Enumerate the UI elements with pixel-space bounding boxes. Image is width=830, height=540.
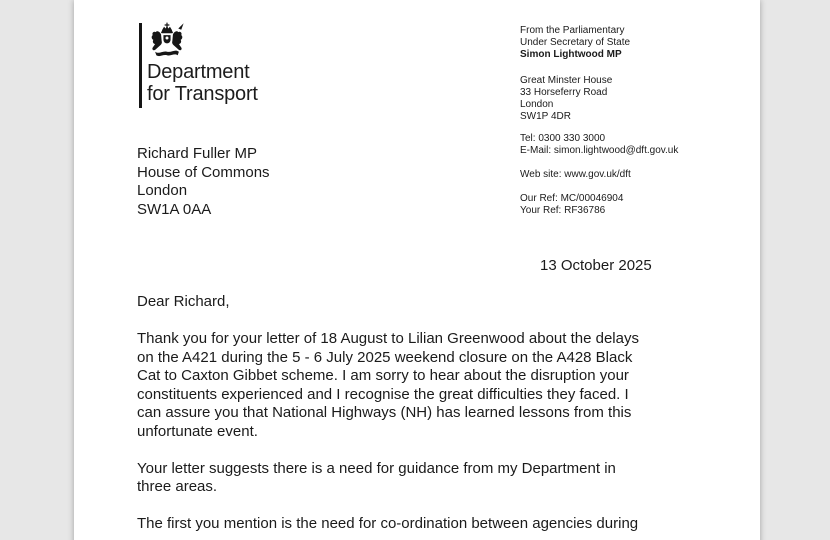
sender-name: Simon Lightwood MP — [520, 49, 622, 60]
paragraph-line: Your letter suggests there is a need for guidance from my Department in — [137, 459, 616, 477]
sender-website-group — [520, 169, 755, 181]
logo-vertical-bar — [139, 23, 142, 108]
logo-title — [147, 61, 258, 105]
salutation: Dear Richard, — [137, 293, 230, 310]
body-paragraph-1 — [137, 330, 737, 441]
paragraph-line: three areas. — [137, 478, 218, 495]
recipient-line: London — [137, 182, 188, 200]
sender-refs-group — [520, 193, 755, 217]
body-paragraph-3 — [137, 515, 737, 534]
paragraph-line: The first you mention is the need for co-ordination between agencies during — [137, 515, 639, 532]
sender-your-ref: Your Ref: RF36786 — [520, 205, 606, 216]
sender-our-ref: Our Ref: MC/00046904 — [520, 193, 624, 204]
recipient-line: SW1A 0AA — [137, 201, 212, 219]
sender-email: E-Mail: simon.lightwood@dft.gov.uk — [520, 145, 679, 156]
sender-address-line: SW1P 4DR — [520, 111, 571, 122]
sender-from-group — [520, 25, 755, 61]
dft-logo — [139, 22, 339, 112]
letter-page — [74, 0, 760, 540]
sender-info-block — [520, 25, 755, 217]
recipient-line: House of Commons — [137, 163, 270, 181]
letter-body — [137, 293, 737, 534]
body-paragraph-2 — [137, 460, 737, 497]
paragraph-line: on the A421 during the 5 - 6 July 2025 weekend closure on the A428 Black — [137, 348, 633, 366]
recipient-address — [137, 145, 270, 220]
sender-contact-group — [520, 133, 755, 157]
paragraph-line: unfortunate event. — [137, 422, 258, 440]
royal-crest-icon — [148, 22, 186, 60]
sender-tel: Tel: 0300 330 3000 — [520, 133, 606, 144]
letter-date: 13 October 2025 — [540, 257, 652, 274]
logo-title-line1: Department — [147, 61, 250, 83]
sender-address-line: London — [520, 99, 554, 110]
paragraph-line: can assure you that National Highways (NH) has learned lessons from this — [137, 404, 632, 421]
sender-from-line2: Under Secretary of State — [520, 37, 631, 48]
paragraph-line: Cat to Caxton Gibbet scheme. I am sorry to hear about the disruption your — [137, 367, 629, 384]
sender-address-line: Great Minster House — [520, 75, 613, 86]
paragraph-line: constituents experienced and I recognise the great difficulties they faced. I — [137, 385, 629, 403]
paragraph-line: Thank you for your letter of 18 August to Lilian Greenwood about the delays — [137, 330, 639, 347]
sender-address-line: 33 Horseferry Road — [520, 87, 608, 98]
sender-website: Web site: www.gov.uk/dft — [520, 169, 631, 180]
logo-title-line2: for Transport — [147, 83, 258, 105]
sender-from-line1: From the Parliamentary — [520, 25, 625, 36]
recipient-line: Richard Fuller MP — [137, 145, 258, 162]
sender-address-group — [520, 75, 755, 123]
